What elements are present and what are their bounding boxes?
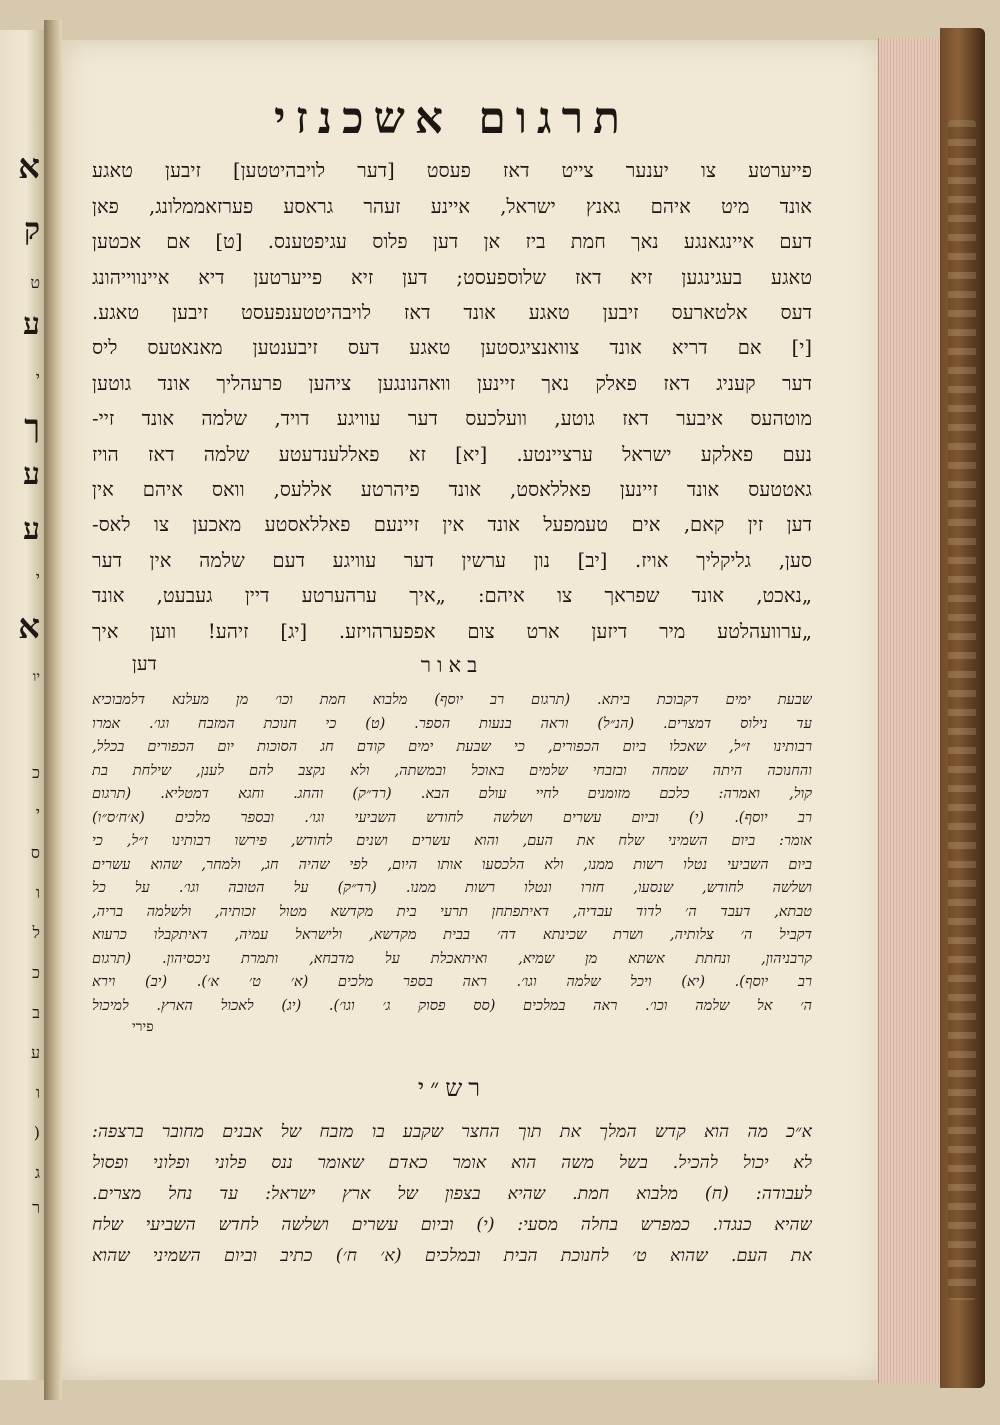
rashi-heading: רש״י <box>417 1074 487 1103</box>
biur-heading: באור <box>420 653 484 678</box>
left-page-glyph: ע <box>23 512 40 547</box>
text-line: סען, גליקליך אויז. [יב] נון ערשין דער עוויגע דעם שלמה אין דער <box>92 548 812 572</box>
commentary-line: שבעת ימים דקבוכת ביתא. (תרגום רב יוסף) מלבוא חמת וכו׳ מן מעלנא דלמבוכיא <box>92 692 812 709</box>
left-page-glyph: א <box>18 147 40 187</box>
left-page-glyph: ס <box>30 843 40 862</box>
left-page-glyph: ט <box>30 273 40 292</box>
page-title: תרגום אשכנזי <box>273 93 631 144</box>
commentary-line: רבותינו ז״ל, שאכלו ביום הכפורים, כי שבעת ימים קודם חג הסוכות יום הכפורים בכלל, <box>92 739 812 756</box>
left-page-glyph: ע <box>30 1043 40 1062</box>
rashi-line: את העם. שהוא ט׳ לחנוכת הבית ובמלכים (א׳ ח׳) כתיב וביום השמיני שהוא <box>92 1246 812 1267</box>
cover-wear <box>948 120 976 1300</box>
text-line: גאטטעס אונד זיינען פאללאסט, אונד פיהרטע אללעס, וואס איהם אין <box>92 478 812 502</box>
page-content <box>92 95 812 1272</box>
text-line: מוטהעס איבער דאז גוטע, וועלכעס דער עוויגע דויד, שלמה אונד זיי- <box>92 407 812 431</box>
text-line: דעם איינגאנגע נאך חמת ביז אן דען פלוס עגיפטענס. [ט] אם אכטען <box>92 230 812 254</box>
commentary-line: והחנוכה היתה שמחה ובזבחי שלמים באוכל ובמשתה, ולא נקצב להם לענן, שילחת בת <box>92 762 812 779</box>
text-line: טאגע בעגינגען זיא דאז שלוספעסט; דען זיא פייערטען דיא איינווייהונג <box>92 265 812 289</box>
main-catchword: דען <box>132 653 157 676</box>
biur-catchword: פירי <box>132 1019 154 1036</box>
previous-page-edge <box>0 30 46 1380</box>
text-line: „נאכט, אונד שפראך צו איהם: „איך ערהערטע דיין געבעט, אונד <box>92 584 812 608</box>
text-line: [י] אם דריא אונד צוואנציגסטען טאגע דעס זיבענטען מאנאטעס ליס <box>92 336 812 360</box>
left-page-glyph: כ <box>32 963 40 982</box>
text-line: דעס אלטארעס זיבען טאגע אונד דאז לויבהיטטענפעסט זיבען טאגע. <box>92 301 812 325</box>
biur-heading-row <box>92 653 812 687</box>
left-page-glyph: ר <box>32 1198 40 1217</box>
text-line: פייערטע צו יענער צייט דאז פעסט [דער לויבהיטטען] זיבען טאגע <box>92 159 812 183</box>
left-page-glyph: ק <box>23 212 40 247</box>
text-line: דען זין קאם, אים טעמפעל אונד אין זיינעם פאללאסטע מאכען צו לאס- <box>92 513 812 537</box>
text-line: דער קעניג דאז פאלק נאך זיינען וואהנונגען ציהען פרעהליך אונד גוטען <box>92 371 812 395</box>
left-page-glyph: ( <box>33 1123 40 1142</box>
commentary-line: ה׳ אל שלמה וכו׳. ראה במלכים (סס פסוק ג׳ וגו׳). (יג) לאכול הארץ. למיכול <box>92 997 812 1014</box>
rashi-line: לעבודה: (ח) מלבוא חמת. שהיא בצפון של ארץ ישראל: עד נחל מצרים. <box>92 1184 812 1205</box>
rashi-line: שהיא כנגדו. כמפרש בחלה מסעי: (י) וביום עשרים ושלשה לחדש השביעי שלח <box>92 1215 812 1236</box>
commentary-line: רב יוסף). (י) וביום עשרים ושלשה לחודש השביעי וגו׳. ובספר מלכים (א׳ח׳ס״ו) <box>92 809 812 826</box>
left-page-glyph: ב <box>32 1003 40 1022</box>
left-page-glyph: ע <box>23 307 40 342</box>
text-line: „ערוועהלטע מיר דיזען ארט צום אפפערהויזע. [יג] זיהע! ווען איך <box>92 619 812 643</box>
commentary-line: דקביל ה׳ צלותיה, ושרת שכינתא דה׳ בבית מקדשא, ולישראל עמיה, דאיתקבלו כרעוא <box>92 927 812 944</box>
commentary-line: ושלשה לחודש, שנסעו, חזרו ונטלו רשות ממנו. (רד״ק) על הטובה וגו׳. על כל <box>92 880 812 897</box>
left-page-glyph: כ <box>32 763 40 782</box>
commentary-line: קרבניהון, ונחתת אשתא מן שמיא, ואיתאכלת על מדבחא, ותמרת ניכסיהון. (תרגום <box>92 950 812 967</box>
book-gutter <box>44 20 62 1400</box>
commentary-line: עד נילוס דמצרים. (הנ״ל) וראה בנעות הספר. (ט) כי חנוכת המזבח וגו׳. אמרו <box>92 715 812 732</box>
rashi-line: א״כ מה הוא קדש המלך את תוך החצר שקבע בו מזבח של אבנים מחובר ברצפה: <box>92 1122 812 1143</box>
left-page-glyph: ג <box>34 1163 40 1182</box>
left-page-glyph: ו <box>35 883 40 902</box>
left-page-glyph: ך <box>24 407 40 445</box>
left-page-glyph: ו <box>35 1083 40 1102</box>
left-page-glyph: ע <box>23 457 40 492</box>
left-page-glyph: י <box>35 803 40 822</box>
left-page-glyph: יו <box>32 669 40 685</box>
commentary-line: קול, ואמרה: כלכם מזומנים לחיי עולם הבא. (רד״ק) והחג. וחגא דמטליא. (תרגום <box>92 786 812 803</box>
left-page-glyph: י <box>35 568 40 587</box>
commentary-line: טבתא, דעבד ה׳ לדוד עבדיה, דאיתפתחן תרעי בית מקדשא מטול זכותיה, ולשלמה בריה, <box>92 903 812 920</box>
commentary-line: ביום השביעי נטלו רשות ממנו, ולא הלכסעו אותו היום, לפי שהיה חג, ולמחר, שהוא עשרים <box>92 856 812 873</box>
biur-commentary <box>92 689 812 1018</box>
page-edges <box>878 38 941 1383</box>
commentary-line: רב יוסף). (יא) ויכל שלמה וגו׳. ראה בספר מלכים (א׳ ט׳ א׳). (יב) וירא <box>92 974 812 991</box>
rashi-line: לא יכול להכיל. בשל משה הוא אומר כאדם שאומר ננס פלוני ופלוני ופסול <box>92 1153 812 1174</box>
left-page-glyph: י <box>35 368 40 387</box>
rashi-commentary <box>92 1117 812 1272</box>
text-line: נעם פאלקע ישראל ערציינטע. [יא] זא פאללענדעטע שלמה דאז הויז <box>92 442 812 466</box>
text-line: אונד מיט איהם גאנץ ישראל, איינע זעהר גראסע פערזאממלונג, פאן <box>92 194 812 218</box>
translation-text <box>92 153 812 649</box>
commentary-line: אומר: ביום השמיני שלח את העם, והוא עשרים ושנים לחודש, פירשו רבותינו ז״ל, כי <box>92 833 812 850</box>
left-page-glyph: ל <box>32 923 40 942</box>
left-page-glyph: א <box>18 607 40 647</box>
